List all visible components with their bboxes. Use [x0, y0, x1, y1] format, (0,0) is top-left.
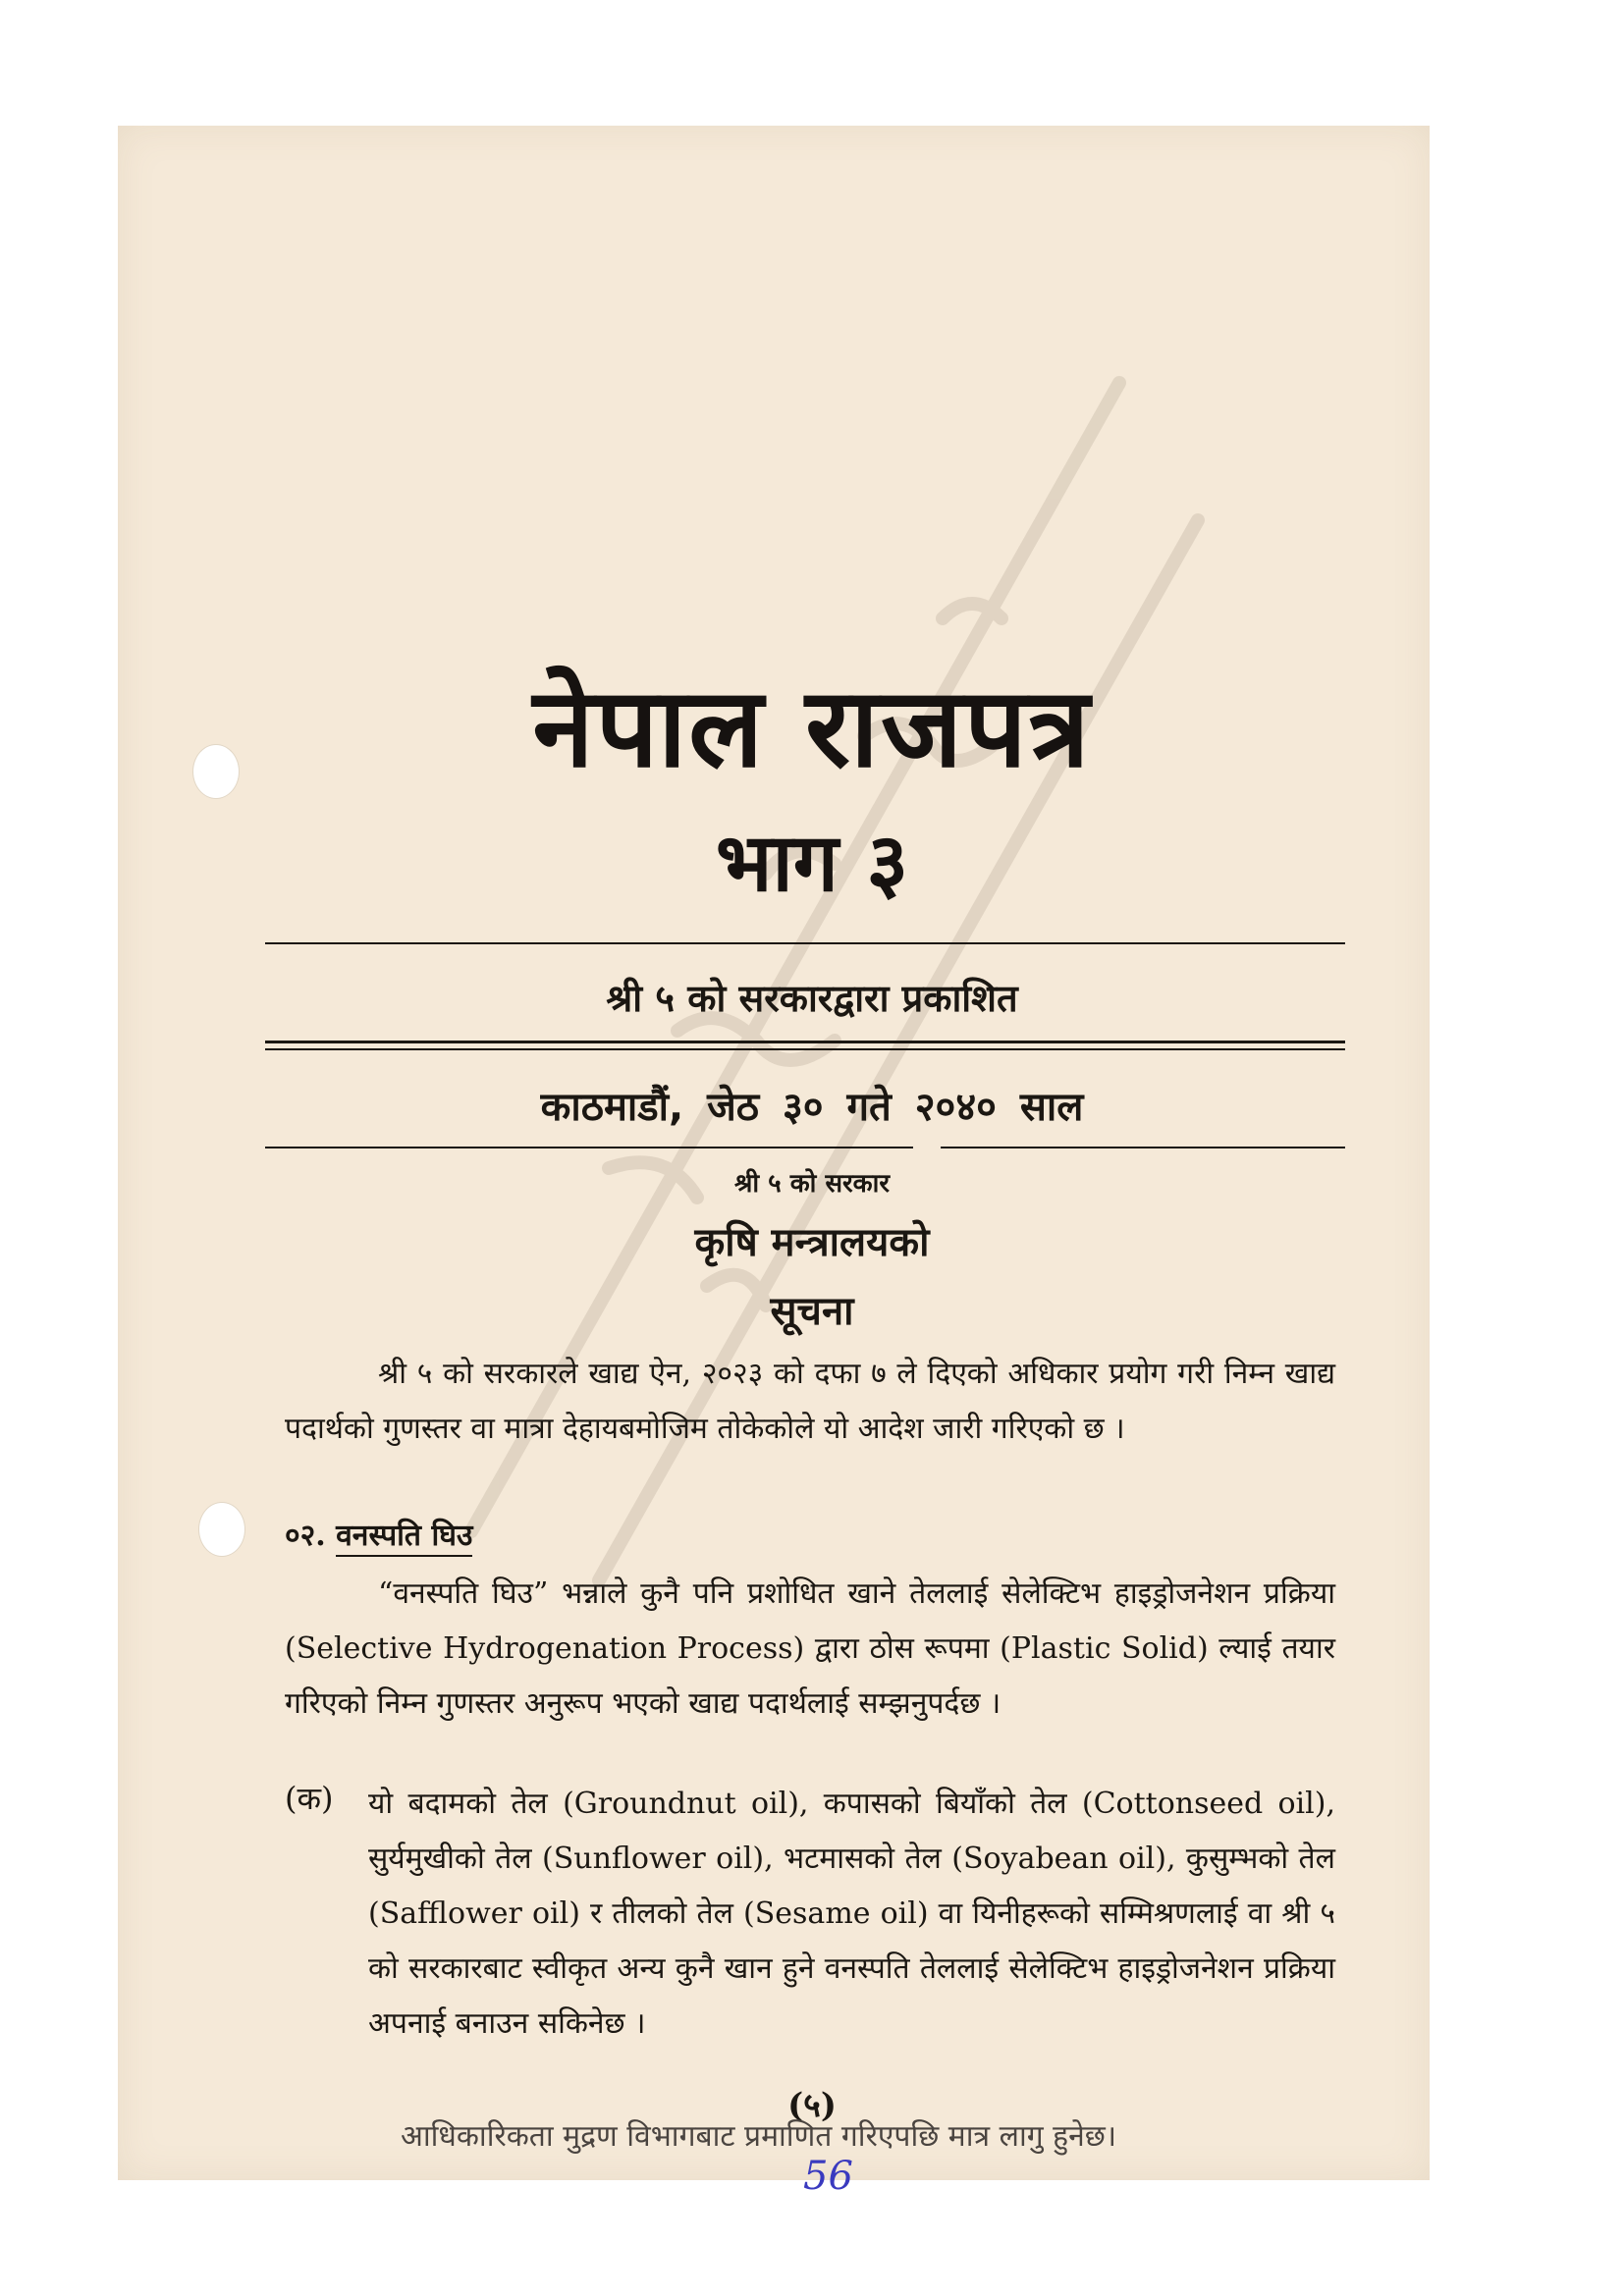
clause-text: यो बदामको तेल (Groundnut oil), कपासको बियाँको तेल (Cottonseed oil), सुर्यमुखीको तेल (Sunflower oil), भटमासको तेल (Soyabean oil), कुसुम्भको तेल (Safflower oil) र तीलको तेल (Sesame oil) वा यिनीहरूको सम्मिश्रणलाई वा श्री ५ को सरकारबाट स्वीकृत अन्य कुनै खान हुने वनस्पति तेललाई सेलेक्टिभ हाइड्रोजनेशन प्रक्रिया अपनाई बनाउन सकिनेछ ।	[368, 1787, 1335, 2041]
divider-rule	[265, 1041, 1345, 1043]
section-number: ०२.	[285, 1519, 326, 1553]
publisher-line: श्री ५ को सरकारद्वारा प्रकाशित	[606, 977, 1018, 1020]
divider-rule	[941, 1147, 1345, 1148]
section-title: वनस्पति घिउ	[336, 1519, 472, 1557]
divider-rule	[265, 942, 1345, 944]
government-heading: श्री ५ को सरकार	[733, 1169, 891, 1199]
page-number: (५)	[787, 2086, 837, 2125]
publication-date: काठमाडौं, जेठ ३० गते २०४० साल	[540, 1085, 1084, 1130]
notice-intro: श्री ५ को सरकारले खाद्य ऐन, २०२३ को दफा ७ ले दिएको अधिकार प्रयोग गरी निम्न खाद्य पदार्थको गुणस्तर वा मात्रा देहायबमोजिम तोकेकोले यो आदेश जारी गरिएको छ ।	[285, 1357, 1335, 1446]
clause-label: (क)	[285, 1780, 334, 1817]
divider-rule	[265, 1048, 1345, 1050]
punch-hole	[198, 1502, 245, 1557]
divider-rule	[265, 1147, 913, 1148]
gazette-part: भाग ३	[715, 817, 909, 910]
notice-heading: सूचना	[770, 1289, 854, 1334]
handwritten-note: 56	[803, 2154, 853, 2199]
ministry-heading: कृषि मन्त्रालयको	[694, 1220, 930, 1265]
authenticity-note: आधिकारिकता मुद्रण विभागबाट प्रमाणित गरिएपछि मात्र लागु हुनेछ।	[401, 2119, 1117, 2154]
gazette-title: नेपाल राजपत्र	[532, 665, 1092, 792]
section-definition: “वनस्पति घिउ” भन्नाले कुनै पनि प्रशोधित खाने तेललाई सेलेक्टिभ हाइड्रोजनेशन प्रक्रिया (Selective Hydrogenation Process) द्वारा ठोस रूपमा (Plastic Solid) ल्याई तयार गरिएको निम्न गुणस्तर अनुरूप भएको खाद्य पदार्थलाई सम्झनुपर्दछ ।	[285, 1576, 1335, 1721]
section-heading	[285, 1514, 472, 1554]
